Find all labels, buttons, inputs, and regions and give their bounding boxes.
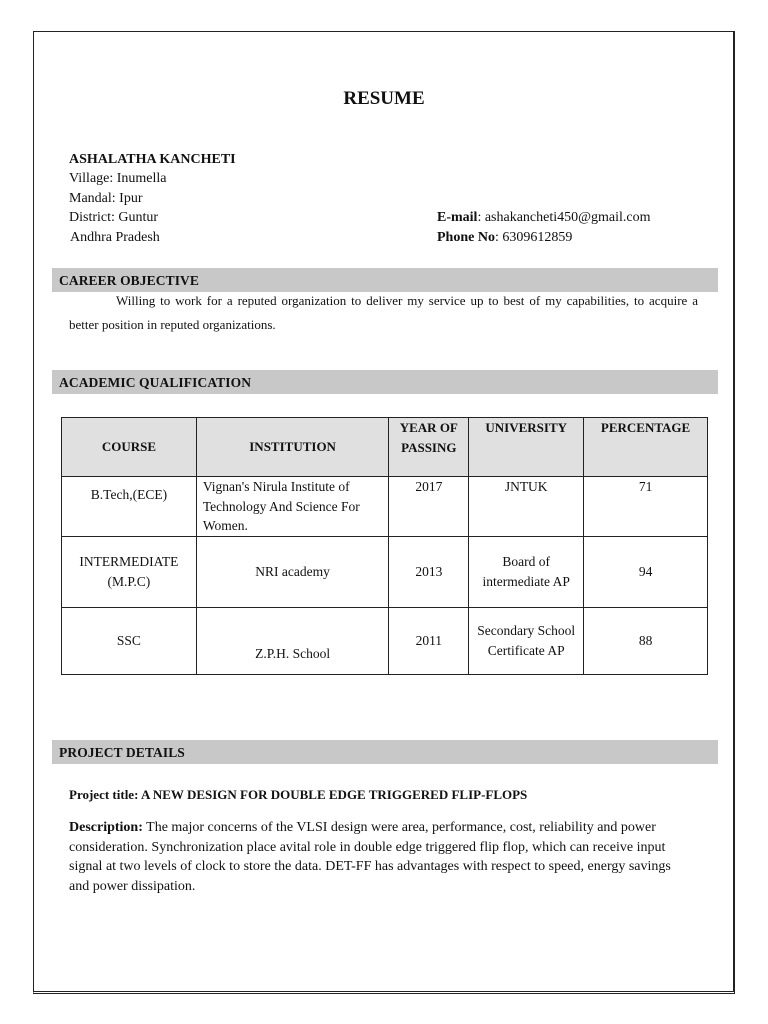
project-heading: PROJECT DETAILS (59, 745, 185, 760)
cell-institution: Vignan's Nirula Institute of Technology And Science For Women. (196, 477, 389, 537)
header-year: YEAR OF PASSING (389, 418, 469, 477)
academic-table (61, 417, 708, 675)
cell-institution: NRI academy (196, 536, 389, 607)
phone-line (437, 230, 572, 246)
phone-label: Phone No (437, 230, 495, 245)
cell-course: SSC (62, 607, 197, 674)
cell-course: INTERMEDIATE (M.P.C) (62, 536, 197, 607)
table-row (62, 536, 708, 607)
career-objective-text: Willing to work for a reputed organization to deliver my service up to best of my capabilities, to acquire a better position in reputed organizations. (69, 293, 698, 332)
academic-heading: ACADEMIC QUALIFICATION (59, 375, 252, 390)
cell-institution: Z.P.H. School (196, 607, 389, 674)
header-course: COURSE (62, 418, 197, 477)
cell-percentage: 71 (584, 477, 708, 537)
cell-year: 2013 (389, 536, 469, 607)
cell-university: JNTUK (469, 477, 584, 537)
description-text: The major concerns of the VLSI design were area, performance, cost, reliability and power consideration. Synchronization place avital role in double edge triggered flip flop, which can receive input signal at two levels of clock to store the data. DET-FF has advantages with respect to speed, energy savings and power dissipation. (69, 820, 671, 894)
village-line: Village: Inumella (69, 171, 167, 186)
project-description (69, 818, 694, 896)
cell-percentage: 88 (584, 607, 708, 674)
email-value[interactable]: : ashakancheti450@gmail.com (477, 210, 651, 225)
table-header-row (62, 418, 708, 477)
career-objective-heading: CAREER OBJECTIVE (59, 273, 200, 288)
header-university: UNIVERSITY (469, 418, 584, 477)
project-title-value: A NEW DESIGN FOR DOUBLE EDGE TRIGGERED FLIP-FLOPS (140, 787, 528, 802)
mandal-line: Mandal: Ipur (69, 191, 143, 206)
header-institution: INSTITUTION (196, 418, 389, 477)
cell-university: Secondary School Certificate AP (469, 607, 584, 674)
project-section (52, 740, 718, 764)
page-title: RESUME (343, 88, 425, 109)
project-title-line (69, 787, 527, 803)
cell-course: B.Tech,(ECE) (62, 477, 197, 537)
district-line: District: Guntur (69, 210, 159, 225)
project-title-label: Project title: (69, 787, 139, 802)
candidate-name: ASHALATHA KANCHETI (69, 152, 236, 167)
email-label: E-mail (437, 210, 478, 225)
cell-percentage: 94 (584, 536, 708, 607)
cell-year: 2017 (389, 477, 469, 537)
phone-value: : 6309612859 (494, 230, 573, 245)
academic-section (52, 370, 718, 394)
state-line: Andhra Pradesh (70, 230, 160, 245)
table-row (62, 477, 708, 537)
email-line (437, 210, 651, 226)
header-percentage: PERCENTAGE (584, 418, 708, 477)
cell-university: Board of intermediate AP (469, 536, 584, 607)
table-row (62, 607, 708, 674)
description-label: Description: (69, 820, 143, 835)
cell-year: 2011 (389, 607, 469, 674)
